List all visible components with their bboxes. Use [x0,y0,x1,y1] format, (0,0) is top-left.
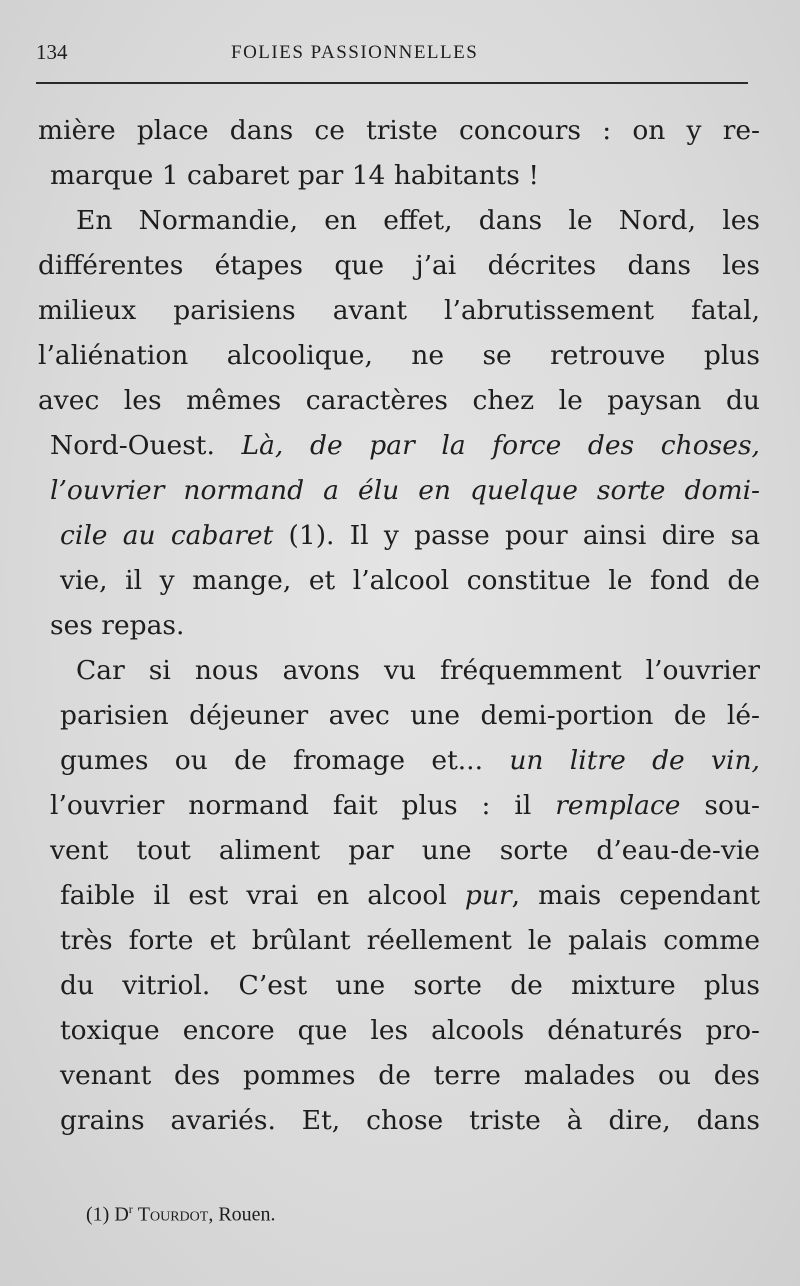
text-line [38,1053,760,1098]
text-segment: (1). Il y passe pour ainsi dire sa [273,520,760,551]
text-line [38,828,760,873]
text-line [38,963,760,1008]
text-segment: faible il est vrai en alcool [60,880,465,911]
text-segment: venant des pommes de terre malades ou des [60,1060,760,1091]
text-segment: l’aliénation alcoolique, ne se retrouve plus [38,340,760,371]
text-segment: du vitriol. C’est une sorte de mixture plus [60,970,760,1001]
text-segment: l’ouvrier normand fait plus : il [50,790,556,821]
text-segment: Car si nous avons vu fréquemment l’ouvrier [76,655,760,686]
text-line [38,648,760,693]
text-segment: milieux parisiens avant l’abrutissement fatal, [38,295,760,326]
footnote-marker: (1) D [86,1203,129,1226]
header-rule [36,82,748,84]
text-line [38,1008,760,1053]
text-line [38,873,760,918]
text-segment: , mais cependant [511,880,760,911]
text-line [38,468,760,513]
body-text [38,108,760,1143]
text-line [38,108,760,153]
text-segment: Nord-Ouest. [50,430,242,461]
text-line [38,198,760,243]
text-segment: parisien déjeuner avec une demi-portion de lé- [60,700,760,731]
italic-text: cile au cabaret [60,520,274,551]
text-line [38,378,760,423]
text-segment: ses repas. [50,610,185,641]
text-line [38,288,760,333]
text-line [38,693,760,738]
text-line [38,918,760,963]
text-line [38,243,760,288]
text-line [38,423,760,468]
page-header [36,40,748,70]
italic-text: remplace [555,790,681,821]
text-line [38,783,760,828]
text-segment: vie, il y mange, et l’alcool constitue le fond de [60,565,760,596]
footnote [86,1202,276,1227]
text-segment: sou- [680,790,760,821]
text-segment: grains avariés. Et, chose triste à dire, dans [60,1105,760,1136]
text-segment: marque 1 cabaret par 14 habitants ! [50,160,539,191]
text-line [38,513,760,558]
italic-text: un litre de vin, [509,745,760,776]
text-line [38,558,760,603]
text-segment: gumes ou de fromage et... [60,745,510,776]
text-segment: différentes étapes que j’ai décrites dans les [38,250,760,281]
footnote-place: , Rouen. [208,1203,276,1226]
italic-text: l’ouvrier normand a élu en quelque sorte domi- [50,475,760,506]
text-line [38,333,760,378]
footnote-author: Tourdot [137,1203,209,1226]
page-number: 134 [36,40,68,64]
footnote-marker-sup: r [128,1202,133,1216]
text-line [38,738,760,783]
text-line [38,153,760,198]
italic-text: Là, de par la force des choses, [241,430,760,461]
text-segment: En Normandie, en effet, dans le Nord, les [76,205,760,236]
running-title: FOLIES PASSIONNELLES [231,42,479,63]
text-line [38,603,760,648]
text-segment: mière place dans ce triste concours : on y re- [38,115,760,146]
text-segment: avec les mêmes caractères chez le paysan du [38,385,760,416]
text-line [38,1098,760,1143]
italic-text: pur [464,880,512,911]
text-segment: toxique encore que les alcools dénaturés pro- [60,1015,760,1046]
text-segment: très forte et brûlant réellement le palais comme [60,925,760,956]
text-segment: vent tout aliment par une sorte d’eau-de-vie [50,835,760,866]
